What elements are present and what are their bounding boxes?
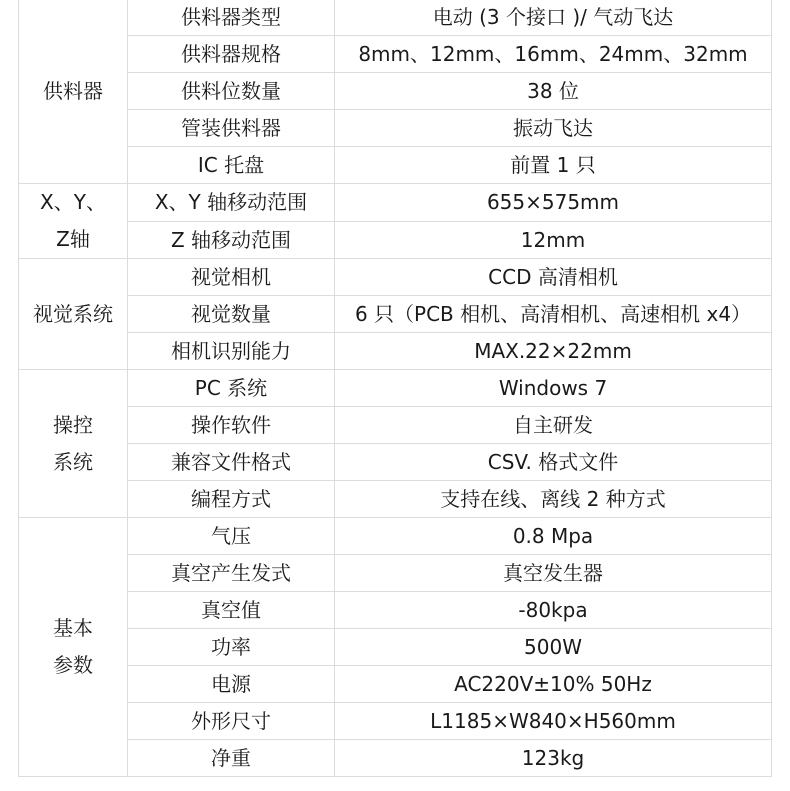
table-row [19,740,772,777]
value-cell: L1185×W840×H560mm [335,703,772,740]
param-cell: 视觉数量 [128,296,335,333]
param-cell: 供料器类型 [128,0,335,36]
table-row [19,407,772,444]
table-row [19,481,772,518]
category-cell [19,370,128,518]
param-cell: Z 轴移动范围 [128,221,335,259]
param-cell: 管装供料器 [128,110,335,147]
table-row [19,36,772,73]
value-cell: 12mm [335,221,772,259]
value-cell: -80kpa [335,592,772,629]
value-cell: Windows 7 [335,370,772,407]
category-label: 视觉系统 [33,301,113,326]
table-row [19,703,772,740]
value-cell: 123kg [335,740,772,777]
value-cell: AC220V±10% 50Hz [335,666,772,703]
param-cell: 视觉相机 [128,259,335,296]
param-cell: PC 系统 [128,370,335,407]
param-cell: 兼容文件格式 [128,444,335,481]
table-row [19,444,772,481]
value-cell: CSV. 格式文件 [335,444,772,481]
spec-table [18,0,772,777]
param-cell: 外形尺寸 [128,703,335,740]
category-label: 参数 [53,653,93,677]
category-cell [19,184,128,259]
value-cell: CCD 高清相机 [335,259,772,296]
table-row [19,147,772,184]
value-cell: 前置 1 只 [335,147,772,184]
value-cell: 655×575mm [335,184,772,222]
table-row [19,370,772,407]
value-cell: 8mm、12mm、16mm、24mm、32mm [335,36,772,73]
value-cell: 电动 (3 个接口 )/ 气动飞达 [335,0,772,36]
param-cell: 操作软件 [128,407,335,444]
param-cell: 相机识别能力 [128,333,335,370]
category-label: 基本 [53,616,93,640]
table-row [19,0,772,36]
table-row [19,555,772,592]
param-cell: X、Y 轴移动范围 [128,184,335,222]
table-row [19,666,772,703]
param-cell: 真空产生发式 [128,555,335,592]
table-row [19,184,772,222]
value-cell: 38 位 [335,73,772,110]
category-label: 供料器 [43,78,103,103]
category-cell [19,518,128,777]
table-row [19,592,772,629]
param-cell: 供料器规格 [128,36,335,73]
value-cell: 振动飞达 [335,110,772,147]
value-cell: 500W [335,629,772,666]
value-cell: 0.8 Mpa [335,518,772,555]
value-cell: 自主研发 [335,407,772,444]
category-cell [19,0,128,184]
value-cell: MAX.22×22mm [335,333,772,370]
param-cell: 真空值 [128,592,335,629]
table-row [19,629,772,666]
category-label: X、Y、 [40,190,106,214]
table-row [19,518,772,555]
param-cell: 编程方式 [128,481,335,518]
param-cell: 供料位数量 [128,73,335,110]
table-row [19,221,772,259]
value-cell: 真空发生器 [335,555,772,592]
table-row [19,73,772,110]
category-label: 系统 [53,449,93,474]
param-cell: 功率 [128,629,335,666]
table-row [19,110,772,147]
value-cell: 支持在线、离线 2 种方式 [335,481,772,518]
value-cell: 6 只（PCB 相机、高清相机、高速相机 x4） [335,296,772,333]
table-row [19,333,772,370]
category-label: 操控 [53,412,93,437]
param-cell: IC 托盘 [128,147,335,184]
category-label: Z轴 [56,227,90,251]
param-cell: 净重 [128,740,335,777]
category-cell [19,259,128,370]
table-row [19,259,772,296]
table-row [19,296,772,333]
param-cell: 电源 [128,666,335,703]
param-cell: 气压 [128,518,335,555]
